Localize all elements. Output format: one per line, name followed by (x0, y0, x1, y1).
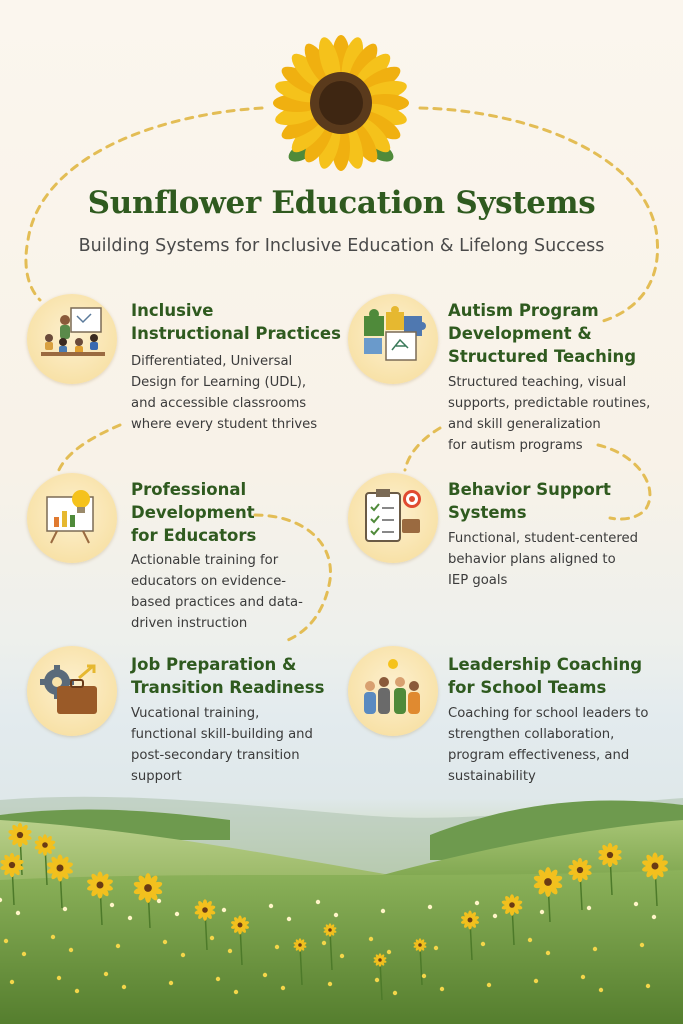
card-desc-professional: Actionable training for educators on evidence- based practices and data- driven instruction (131, 553, 303, 631)
card-desc-inclusive: Differentiated, Universal Design for Learning (UDL), and accessible classrooms where every student thrives (131, 354, 318, 432)
card-title-leadership: Leadership Coaching for School Teams (448, 655, 643, 697)
card-title-professional: Professional Development for Educators (131, 480, 257, 545)
card-title-behavior: Behavior Support Systems (448, 480, 611, 522)
card-desc-autism: Structured teaching, visual supports, predictable routines, and skill generalization for autism programs (448, 375, 651, 453)
card-title-job: Job Preparation & Transition Readiness (131, 655, 325, 697)
card-title-inclusive: Inclusive Instructional Practices (131, 301, 341, 343)
page-title: Sunflower Education Systems (87, 185, 596, 221)
card-desc-behavior: Functional, student-centered behavior plans aligned to IEP goals (448, 531, 639, 588)
card-desc-leadership: Coaching for school leaders to strengthen collaboration, program effectiveness, and sustainability (448, 706, 649, 784)
page-subtitle: Building Systems for Inclusive Education & Lifelong Success (78, 236, 605, 256)
card-title-autism: Autism Program Development & Structured Teaching (448, 301, 637, 366)
card-desc-job: Vucational training, functional skill-building and post-secondary transition support (131, 706, 313, 784)
